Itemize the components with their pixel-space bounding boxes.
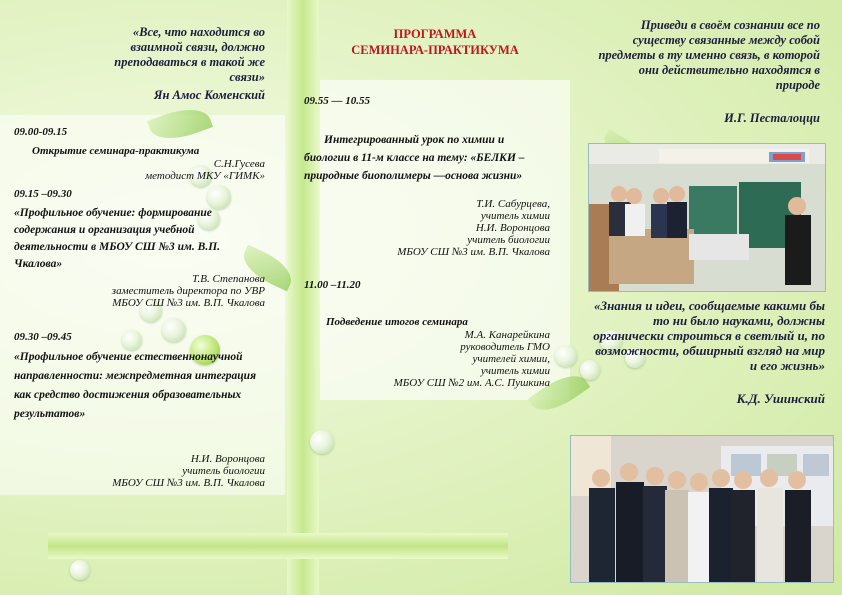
ushinsky-author: К.Д. Ушинский xyxy=(736,391,825,406)
speaker-name: М.А. Канарейкина xyxy=(464,329,550,341)
program-title xyxy=(325,26,545,58)
speaker-org: МБОУ СШ №2 им. А.С. Пушкина xyxy=(393,377,550,389)
speaker-name: Н.И. Воронцова xyxy=(190,453,265,465)
pestalozzi-author: И.Г. Песталоцци xyxy=(724,111,820,125)
speaker-name: Т.И. Сабурцева, xyxy=(476,198,550,210)
speaker-name: С.Н.Гусева xyxy=(213,158,265,170)
schedule-title: Интегрированный урок по химии и биологии в 11-м классе на тему: «БЕЛКИ – природные биополимеры —основа жизни» xyxy=(304,134,525,182)
speaker-role: руководитель ГМО xyxy=(460,341,550,353)
schedule-time: 09.55 — 10.55 xyxy=(304,95,370,107)
schedule-time: 09.15 –09.30 xyxy=(14,188,72,200)
program-title-line2: СЕМИНАРА-ПРАКТИКУМА xyxy=(351,43,519,57)
bead-decoration xyxy=(162,318,186,342)
speaker-role: учитель биологии xyxy=(467,234,550,246)
pestalozzi-quote: Приведи в своём сознании все по существу связанные между собой предметы в ту именно связь, в которой они действительно находятся в природе xyxy=(598,18,820,92)
schedule-title: Подведение итогов семинара xyxy=(326,316,468,328)
horizontal-stem-decoration xyxy=(48,533,508,559)
speaker-name: Н.И. Воронцова xyxy=(475,222,550,234)
bead-decoration xyxy=(310,430,334,454)
classroom-photo xyxy=(588,143,826,292)
speaker-role: учителей химии, xyxy=(472,353,550,365)
speaker-role: учитель химии xyxy=(480,365,550,377)
speaker-name: Т.В. Степанова xyxy=(192,273,265,285)
speaker-role: учитель биологии xyxy=(182,465,265,477)
vertical-stem-decoration xyxy=(287,0,319,595)
comenius-author: Ян Амос Коменский xyxy=(153,88,265,102)
speaker-role: заместитель директора по УВР xyxy=(111,285,265,297)
group-photo-illustration xyxy=(571,436,833,582)
schedule-time: 09.30 –09.45 xyxy=(14,331,72,343)
schedule-title: «Профильное обучение: формирование содержания и организация учебной деятельности в МБОУ СШ №3 им. В.П. Чкалова» xyxy=(14,207,221,270)
bead-decoration xyxy=(555,345,577,367)
speaker-org: МБОУ СШ №3 им. В.П. Чкалова xyxy=(397,246,550,258)
schedule-time: 09.00-09.15 xyxy=(14,126,68,138)
speaker-role: методист МКУ «ГИМК» xyxy=(145,170,265,182)
group-photo xyxy=(570,435,834,583)
program-title-line1: ПРОГРАММА xyxy=(393,27,477,41)
speaker-role: учитель химии xyxy=(480,210,550,222)
bead-decoration xyxy=(122,330,142,350)
bead-decoration xyxy=(70,560,90,580)
schedule-time: 11.00 –11.20 xyxy=(304,279,361,291)
speaker-org: МБОУ СШ №3 им. В.П. Чкалова xyxy=(112,477,265,489)
schedule-title: «Профильное обучение естественнонаучной направленности: межпредметная интеграция как средство достижения образовательных результатов» xyxy=(14,351,257,420)
ushinsky-quote: «Знания и идеи, сообщаемые какими бы то ни было науками, должны органически строиться в светлый и, по возможности, обширный взгляд на мир и его жизнь» xyxy=(593,298,825,373)
speaker-org: МБОУ СШ №3 им. В.П. Чкалова xyxy=(112,297,265,309)
schedule-title: Открытие семинара-практикума xyxy=(32,145,200,157)
classroom-photo-illustration xyxy=(589,144,825,291)
comenius-quote: «Все, что находится во взаимной связи, должно преподаваться в такой же связи» xyxy=(114,25,265,84)
